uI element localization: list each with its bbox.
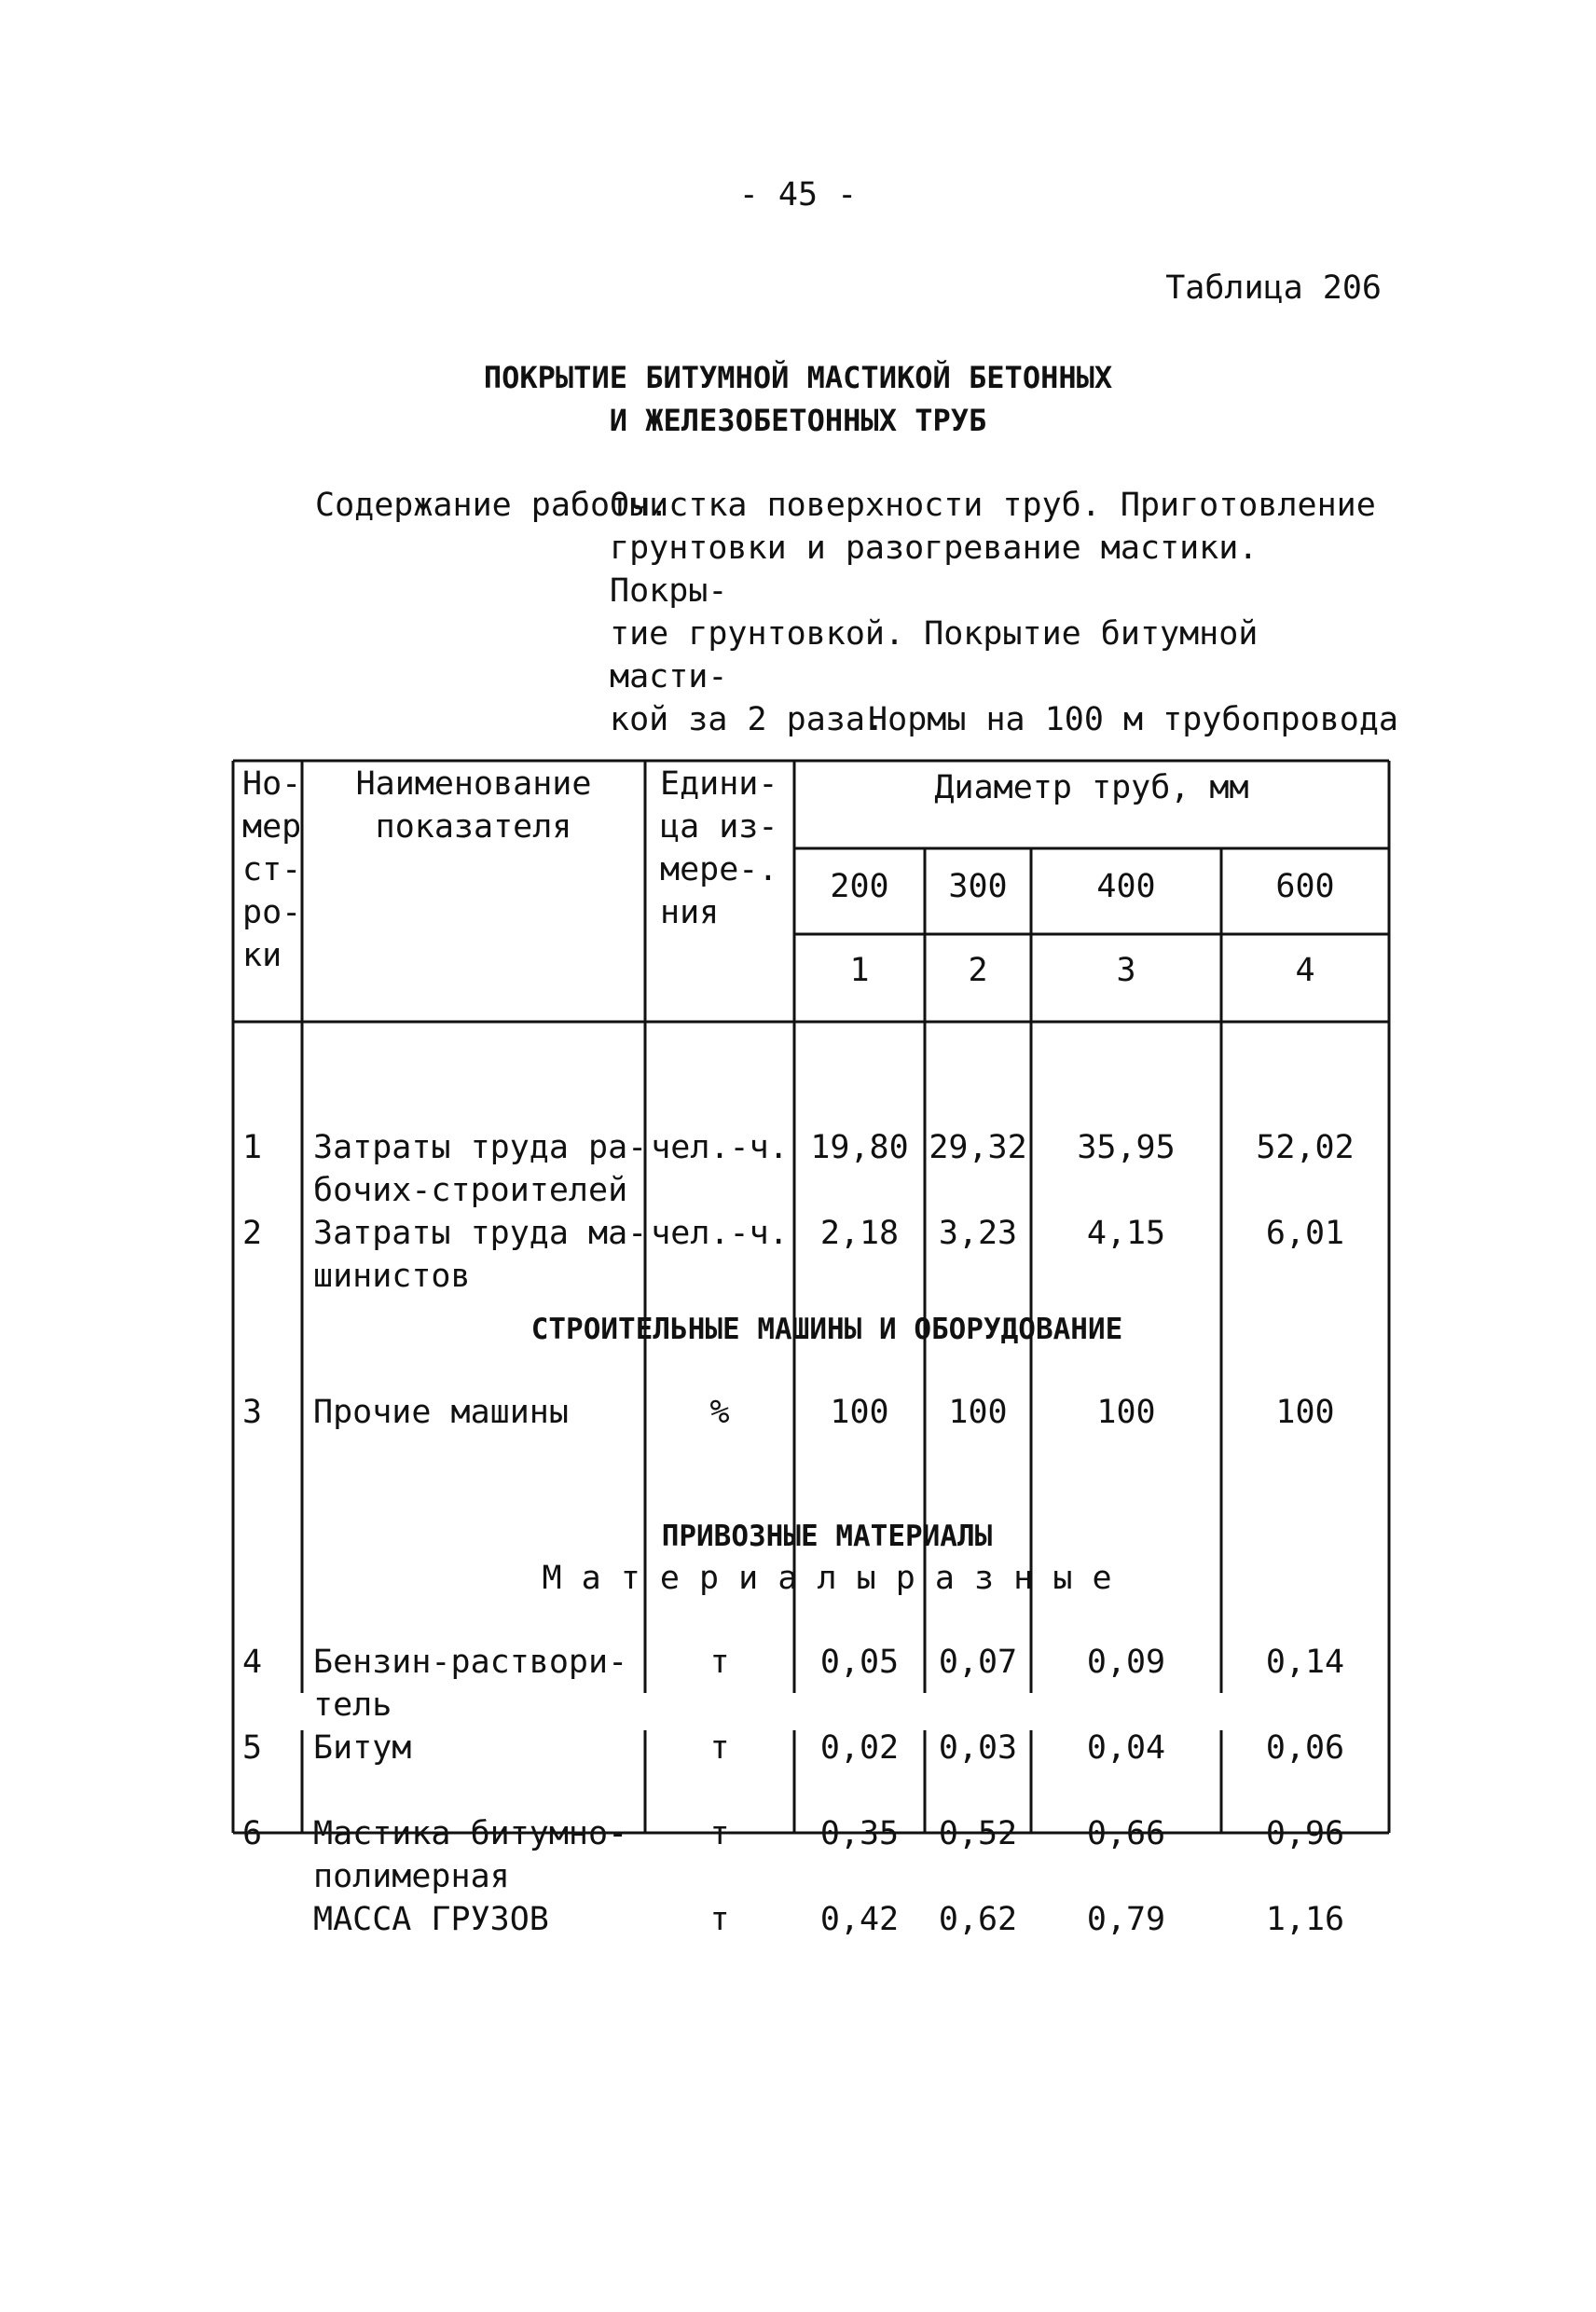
- row-number: 3: [242, 1394, 263, 1431]
- header-name-label: Наименование: [355, 765, 592, 803]
- row-value: 100: [1096, 1394, 1156, 1431]
- table-label: Таблица 206: [1165, 269, 1382, 307]
- row-unit: чел.-ч.: [651, 1215, 789, 1252]
- row-value: 19,80: [810, 1129, 909, 1166]
- work-content-line: тие грунтовкой. Покрытие битумной масти-: [610, 615, 1259, 695]
- section-heading: СТРОИТЕЛЬНЫЕ МАШИНЫ И ОБОРУДОВАНИЕ: [530, 1313, 1123, 1346]
- row-number: 6: [242, 1815, 263, 1852]
- row-unit: чел.-ч.: [651, 1129, 789, 1166]
- row-number: 4: [242, 1644, 263, 1681]
- header-diameter-value: 400: [1096, 868, 1156, 905]
- row-value: 100: [1275, 1394, 1335, 1431]
- row-number: 2: [242, 1215, 263, 1252]
- document-title-line-2: И ЖЕЛЕЗОБЕТОННЫХ ТРУБ: [609, 403, 987, 438]
- row-value: 3,23: [938, 1215, 1018, 1252]
- document-title-line-1: ПОКРЫТИЕ БИТУМНОЙ МАСТИКОЙ БЕТОННЫХ: [483, 360, 1113, 395]
- row-value: 100: [948, 1394, 1008, 1431]
- work-content-label: Содержание работы.: [315, 487, 669, 524]
- norms-table: [227, 761, 1395, 1938]
- header-column-number: 4: [1295, 952, 1315, 989]
- row-value: 6,01: [1265, 1215, 1345, 1252]
- header-diameter-value: 200: [830, 868, 889, 905]
- row-value: 0,52: [938, 1815, 1018, 1852]
- row-unit: т: [709, 1729, 730, 1767]
- row-value: 0,96: [1265, 1815, 1345, 1852]
- header-row-number-label: ро-: [242, 894, 302, 931]
- row-value: 0,04: [1086, 1729, 1166, 1767]
- row-name: МАССА ГРУЗОВ: [313, 1901, 549, 1938]
- row-value: 52,02: [1256, 1129, 1355, 1166]
- row-name: Прочие машины: [313, 1394, 569, 1431]
- work-content-line: кой за 2 раза.: [610, 701, 886, 738]
- header-name-label: показателя: [375, 808, 572, 846]
- row-value: 100: [830, 1394, 889, 1431]
- header-column-number: 1: [849, 952, 870, 989]
- section-heading: М а т е р и а л ы р а з н ы е: [542, 1560, 1112, 1597]
- row-value: 0,62: [938, 1901, 1018, 1938]
- row-value: 0,03: [938, 1729, 1018, 1767]
- header-row-number-label: Но-: [242, 765, 302, 803]
- row-name: Бензин-раствори-: [313, 1644, 628, 1681]
- row-number: 1: [242, 1129, 263, 1166]
- row-value: 0,66: [1086, 1815, 1166, 1852]
- row-value: 0,42: [819, 1901, 900, 1938]
- row-name: бочих-строителей: [313, 1172, 628, 1209]
- row-value: 0,05: [819, 1644, 900, 1681]
- page-number: - 45 -: [738, 176, 858, 213]
- header-unit-label: мере-.: [660, 851, 778, 888]
- row-name: Битум: [313, 1729, 412, 1767]
- row-value: 0,35: [819, 1815, 900, 1852]
- row-value: 2,18: [819, 1215, 900, 1252]
- header-diameter-value: 600: [1275, 868, 1335, 905]
- row-name: Мастика битумно-: [313, 1815, 628, 1852]
- section-heading: ПРИВОЗНЫЕ МАТЕРИАЛЫ: [661, 1520, 993, 1553]
- row-unit: %: [709, 1394, 730, 1431]
- header-unit-label: ния: [660, 894, 720, 931]
- row-value: 29,32: [929, 1129, 1027, 1166]
- row-value: 1,16: [1265, 1901, 1345, 1938]
- row-value: 4,15: [1086, 1215, 1166, 1252]
- work-content-line: грунтовки и разогревание мастики. Покры-: [610, 530, 1259, 610]
- row-value: 0,06: [1265, 1729, 1345, 1767]
- row-name: Затраты труда ра-: [313, 1129, 648, 1166]
- row-value: 0,79: [1086, 1901, 1166, 1938]
- row-value: 0,14: [1265, 1644, 1345, 1681]
- header-unit-label: ца из-: [660, 808, 778, 846]
- row-number: 5: [242, 1729, 263, 1767]
- row-unit: т: [709, 1644, 730, 1681]
- row-value: 0,07: [938, 1644, 1018, 1681]
- row-unit: т: [709, 1901, 730, 1938]
- header-diameter-label: Диаметр труб, мм: [934, 769, 1249, 806]
- header-row-number-label: ки: [242, 937, 282, 974]
- header-diameter-value: 300: [948, 868, 1008, 905]
- norms-note: Нормы на 100 м трубопровода: [868, 701, 1398, 738]
- row-name: полимерная: [313, 1858, 510, 1895]
- row-name: шинистов: [313, 1258, 471, 1295]
- header-unit-label: Едини-: [660, 765, 778, 803]
- row-name: тель: [313, 1686, 392, 1724]
- header-row-number-label: мер: [242, 808, 302, 846]
- row-unit: т: [709, 1815, 730, 1852]
- header-row-number-label: ст-: [242, 851, 302, 888]
- row-value: 35,95: [1077, 1129, 1176, 1166]
- row-name: Затраты труда ма-: [313, 1215, 648, 1252]
- row-value: 0,09: [1086, 1644, 1166, 1681]
- header-column-number: 2: [968, 952, 988, 989]
- work-content-line: Очистка поверхности труб. Приготовление: [610, 487, 1376, 524]
- header-column-number: 3: [1116, 952, 1136, 989]
- row-value: 0,02: [819, 1729, 900, 1767]
